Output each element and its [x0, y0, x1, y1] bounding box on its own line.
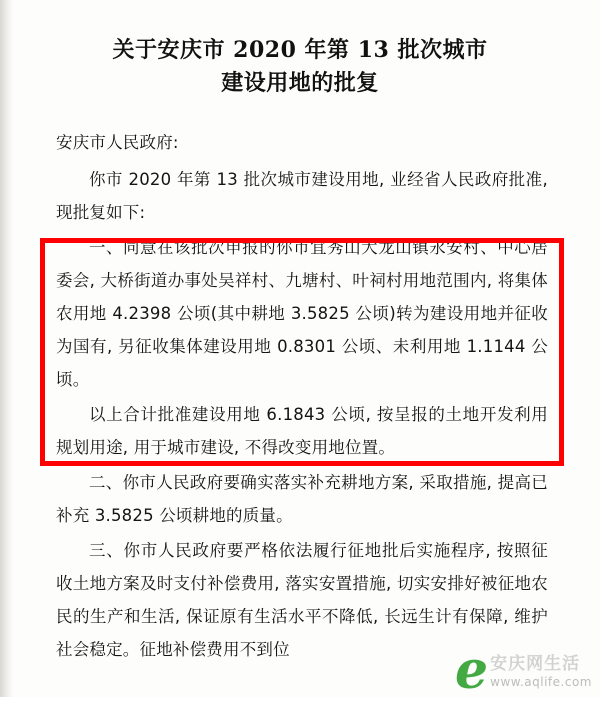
paragraph-item-2: 二、你市人民政府要确实落实补充耕地方案, 采取措施, 提高已补充 3.5825 公顷耕地的质量。: [56, 473, 548, 525]
paragraph-item-1: 一、同意在该批次申报的你市宜秀山大龙山镇永安村、中心居委会, 大桥街道办事处吴祥村、九塘村、叶祠村用地范围内, 将集体农用地 4.2398 公顷(其中耕地 3.5825 公顷)转为建设用地并征收为国有, 另征收集体建设用地 0.8301 公顷、未利用地 1.1144 公顷。: [56, 238, 548, 389]
paragraph-total-area: 以上合计批准建设用地 6.1843 公顷, 按呈报的土地开发利用规划用途, 用于城市建设, 不得改变用地位置。: [56, 405, 548, 457]
watermark-text: [490, 654, 592, 693]
paragraph-intro: 你市 2020 年第 13 批次城市建设用地, 业经省人民政府批准, 现批复如下:: [56, 170, 548, 222]
watermark-logo-icon: e: [455, 639, 489, 701]
page-title: [0, 0, 600, 100]
watermark-site-name: 安庆网生活: [490, 654, 581, 675]
watermark: [455, 639, 592, 701]
salutation: 安庆市人民政府:: [56, 133, 179, 152]
watermark-site-url: www.aqlife.com: [490, 674, 592, 689]
paragraph-item-3: 三、你市人民政府要严格依法履行征地批后实施程序, 按照征收土地方案及时支付补偿费用, 落实安置措施, 切实安排好被征地农民的生产和生活, 保证原有生活水平不降低, 长远生计有保障, 维护社会稳定。征地补偿费用不到位: [56, 541, 548, 659]
page-title-line-1: 关于安庆市 2020 年第 13 批次城市: [112, 37, 488, 63]
document-body: [0, 126, 600, 666]
page-title-line-2: 建设用地的批复: [221, 70, 379, 96]
